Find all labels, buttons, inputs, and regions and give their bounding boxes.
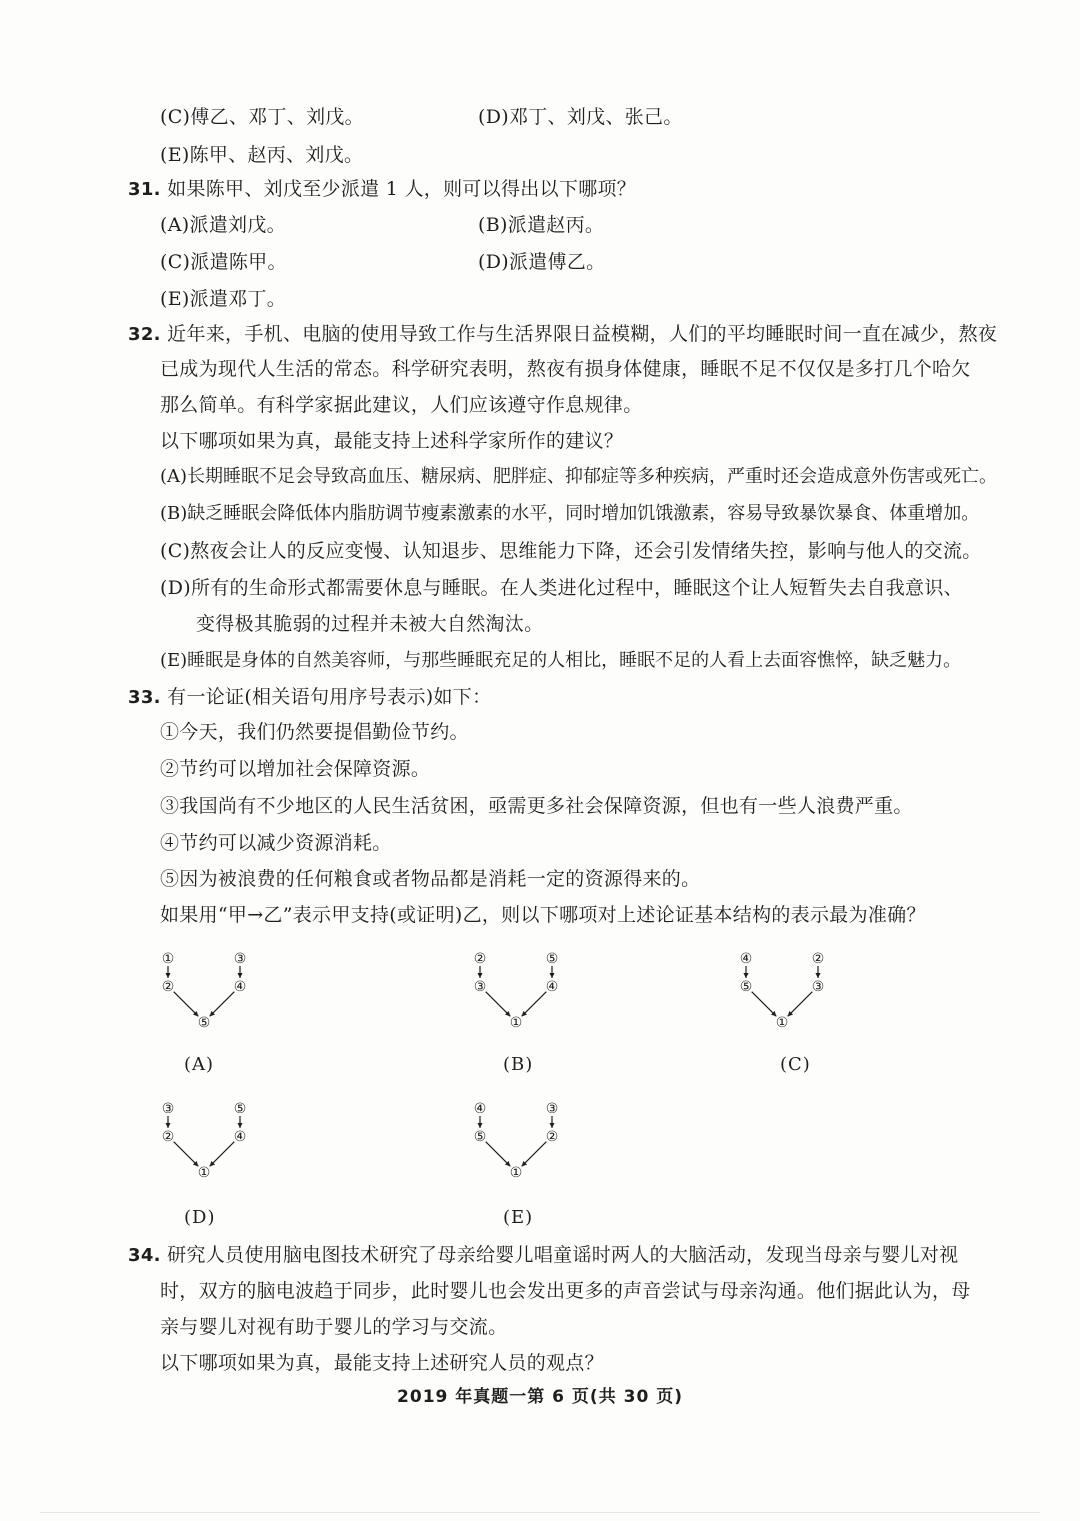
diagram-svg xyxy=(728,950,848,1040)
support-arrow xyxy=(477,1116,482,1128)
diagram-node-left-mid: ⑤ xyxy=(739,979,753,995)
q32-option-a: (A)长期睡眠不足会导致高血压、糖尿病、肥胖症、抑郁症等多种疾病，严重时还会造成意外伤害或死亡。 xyxy=(160,466,998,487)
argument-diagram-c xyxy=(728,950,848,1040)
diagram-svg xyxy=(150,950,270,1040)
support-arrow xyxy=(752,992,777,1017)
q34-question: 以下哪项如果为真，最能支持上述研究人员的观点？ xyxy=(160,1352,604,1374)
support-arrow xyxy=(237,966,242,978)
diagram-svg xyxy=(462,950,582,1040)
diagram-node-right-mid: ② xyxy=(545,1129,559,1145)
support-arrow xyxy=(210,1142,235,1167)
diagram-node-left-mid: ③ xyxy=(473,979,487,995)
support-arrow xyxy=(815,966,820,978)
diagram-node-left-mid: ② xyxy=(161,979,175,995)
q34-stem-3: 亲与婴儿对视有助于婴儿的学习与交流。 xyxy=(160,1316,508,1338)
q31-number: 31. xyxy=(128,179,161,200)
support-arrow xyxy=(788,992,813,1017)
diagram-node-right-top: ③ xyxy=(545,1101,559,1117)
q33-question: 如果用“甲→乙”表示甲支持(或证明)乙，则以下哪项对上述论证基本结构的表示最为准确？ xyxy=(160,904,926,926)
argument-diagram-e xyxy=(462,1100,582,1190)
q32-stem-2: 已成为现代人生活的常态。科学研究表明，熬夜有损身体健康，睡眠不足不仅仅是多打几个哈欠 xyxy=(160,358,971,380)
page-footer: 2019 年真题一第 6 页(共 30 页) xyxy=(397,1387,683,1407)
q31-stem: 如果陈甲、刘戊至少派遣 1 人，则可以得出以下哪项？ xyxy=(167,178,637,200)
q31-option-a: (A)派遣刘戊。 xyxy=(160,214,286,236)
q31-option-c: (C)派遣陈甲。 xyxy=(160,251,287,273)
diagram-label-d: (D) xyxy=(184,1207,216,1228)
argument-diagram-b xyxy=(462,950,582,1040)
q31-stem-line xyxy=(128,178,636,201)
diagram-node-bottom: ① xyxy=(197,1165,211,1181)
q34-stem-line-1 xyxy=(128,1244,958,1267)
diagram-node-left-mid: ② xyxy=(161,1129,175,1145)
q33-stem: 有一论证(相关语句用序号表示)如下： xyxy=(167,686,492,708)
diagram-svg xyxy=(150,1100,270,1190)
support-arrow xyxy=(549,1116,554,1128)
diagram-node-bottom: ① xyxy=(509,1165,523,1181)
q32-option-e: (E)睡眠是身体的自然美容师，与那些睡眠充足的人相比，睡眠不足的人看上去面容憔悴，缺乏魅力。 xyxy=(160,650,962,671)
diagram-node-right-top: ⑤ xyxy=(233,1101,247,1117)
diagram-node-bottom: ⑤ xyxy=(197,1015,211,1031)
support-arrow xyxy=(486,1142,511,1167)
diagram-node-left-top: ④ xyxy=(739,951,753,967)
diagram-label-e: (E) xyxy=(503,1207,534,1228)
diagram-node-bottom: ① xyxy=(775,1015,789,1031)
diagram-node-right-mid: ④ xyxy=(545,979,559,995)
q31-option-e: (E)派遣邓丁。 xyxy=(160,288,287,310)
q32-question: 以下哪项如果为真，最能支持上述科学家所作的建议？ xyxy=(160,430,624,452)
diagram-node-left-top: ④ xyxy=(473,1101,487,1117)
support-arrow xyxy=(165,966,170,978)
q33-statement-2: ②节约可以增加社会保障资源。 xyxy=(160,758,431,780)
argument-diagram-d xyxy=(150,1100,270,1190)
support-arrow xyxy=(477,966,482,978)
q30-option-e: (E)陈甲、赵丙、刘戊。 xyxy=(160,144,364,166)
support-arrow xyxy=(486,992,511,1017)
diagram-node-right-mid: ④ xyxy=(233,1129,247,1145)
diagram-label-b: (B) xyxy=(503,1054,534,1075)
diagram-node-bottom: ① xyxy=(509,1015,523,1031)
q32-option-d-1: (D)所有的生命形式都需要休息与睡眠。在人类进化过程中，睡眠这个让人短暂失去自我意识、 xyxy=(160,577,963,599)
diagram-label-a: (A) xyxy=(184,1054,215,1075)
diagram-node-left-mid: ⑤ xyxy=(473,1129,487,1145)
diagram-node-right-mid: ③ xyxy=(811,979,825,995)
q33-statement-3: ③我国尚有不少地区的人民生活贫困，亟需更多社会保障资源，但也有一些人浪费严重。 xyxy=(160,795,913,817)
support-arrow xyxy=(174,992,199,1017)
diagram-node-left-top: ① xyxy=(161,951,175,967)
q32-stem-3: 那么简单。有科学家据此建议，人们应该遵守作息规律。 xyxy=(160,394,643,416)
support-arrow xyxy=(165,1116,170,1128)
q32-stem-line-1 xyxy=(128,323,997,346)
q34-stem-2: 时，双方的脑电波趋于同步，此时婴儿也会发出更多的声音尝试与母亲沟通。他们据此认为，母 xyxy=(160,1280,971,1302)
diagram-node-right-top: ② xyxy=(811,951,825,967)
q34-stem-1: 研究人员使用脑电图技术研究了母亲给婴儿唱童谣时两人的大脑活动，发现当母亲与婴儿对视 xyxy=(167,1244,959,1266)
q32-number: 32. xyxy=(128,324,161,345)
support-arrow xyxy=(743,966,748,978)
argument-diagram-a xyxy=(150,950,270,1040)
diagram-label-c: (C) xyxy=(780,1054,811,1075)
q31-option-b: (B)派遣赵丙。 xyxy=(478,214,605,236)
q33-statement-4: ④节约可以减少资源消耗。 xyxy=(160,832,392,854)
diagram-node-right-top: ③ xyxy=(233,951,247,967)
scan-edge-divider xyxy=(40,1512,1040,1513)
q33-number: 33. xyxy=(128,687,161,708)
diagram-svg xyxy=(462,1100,582,1190)
q32-stem-1: 近年来，手机、电脑的使用导致工作与生活界限日益模糊，人们的平均睡眠时间一直在减少，熬夜 xyxy=(167,323,998,345)
q32-option-c: (C)熬夜会让人的反应变慢、认知退步、思维能力下降，还会引发情绪失控，影响与他人的交流。 xyxy=(160,540,982,562)
diagram-node-right-top: ⑤ xyxy=(545,951,559,967)
q33-statement-5: ⑤因为被浪费的任何粮食或者物品都是消耗一定的资源得来的。 xyxy=(160,868,701,890)
q33-stem-line xyxy=(128,686,491,709)
q31-option-d: (D)派遣傅乙。 xyxy=(478,251,606,273)
support-arrow xyxy=(522,992,547,1017)
diagram-node-left-top: ③ xyxy=(161,1101,175,1117)
q32-option-d-2: 变得极其脆弱的过程并未被大自然淘汰。 xyxy=(196,613,544,635)
support-arrow xyxy=(237,1116,242,1128)
support-arrow xyxy=(210,992,235,1017)
q33-statement-1: ①今天，我们仍然要提倡勤俭节约。 xyxy=(160,721,469,743)
q32-option-b: (B)缺乏睡眠会降低体内脂肪调节瘦素激素的水平，同时增加饥饿激素，容易导致暴饮暴食、体重增加。 xyxy=(160,503,980,524)
support-arrow xyxy=(174,1142,199,1167)
q34-number: 34. xyxy=(128,1245,161,1266)
q30-option-c: (C)傅乙、邓丁、刘戊。 xyxy=(160,106,364,128)
diagram-node-right-mid: ④ xyxy=(233,979,247,995)
q30-option-d: (D)邓丁、刘戊、张己。 xyxy=(478,106,683,128)
support-arrow xyxy=(549,966,554,978)
diagram-node-left-top: ② xyxy=(473,951,487,967)
support-arrow xyxy=(522,1142,547,1167)
